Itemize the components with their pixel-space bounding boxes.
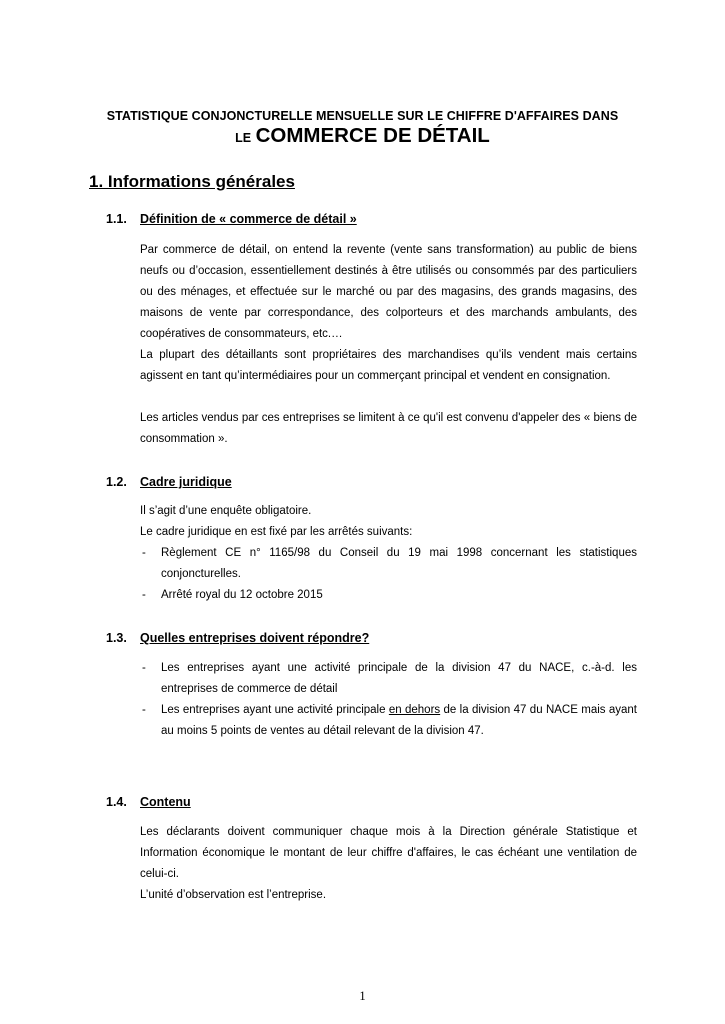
subsection-number: 1.4. <box>106 795 127 809</box>
dash-bullet: - <box>142 662 146 674</box>
subsection-1-2-heading <box>106 475 232 489</box>
page-number: 1 <box>359 989 366 1003</box>
list-item: - Règlement CE n° 1165/98 du Conseil du 19 mai 1998 concernant les statistiques conjoncturelles. <box>140 543 637 585</box>
subsection-1-4-body <box>140 822 637 906</box>
subsection-number: 1.3. <box>106 631 127 645</box>
subsection-number: 1.2. <box>106 475 127 489</box>
bullet-list <box>140 543 637 606</box>
paragraph: La plupart des détaillants sont propriétaires des marchandises qu’ils vendent mais certains agissent en tant qu’intermédiaires pour un commerçant principal et vendent en consignation. <box>140 349 637 382</box>
dash-bullet: - <box>142 589 146 601</box>
list-item: - Les entreprises ayant une activité principale en dehors de la division 47 du NACE mais ayant au moins 5 points de ventes au détail relevant de la division 47. <box>140 700 637 742</box>
list-item: - Les entreprises ayant une activité principale de la division 47 du NACE, c.-à-d. les entreprises de commerce de détail <box>140 658 637 700</box>
document-title-line1: STATISTIQUE CONJONCTURELLE MENSUELLE SUR LE CHIFFRE D'AFFAIRES DANS <box>106 109 619 123</box>
subsection-title: Contenu <box>140 795 191 809</box>
list-item: - Arrêté royal du 12 octobre 2015 <box>140 585 637 606</box>
subsection-1-1-heading <box>106 212 357 226</box>
underlined-text: en dehors <box>388 704 441 716</box>
paragraph: Les déclarants doivent communiquer chaque mois à la Direction générale Statistique et Information économique le montant de leur chiffre d'affaires, le cas échéant une ventilation de celui-ci. <box>140 826 637 880</box>
paragraph: Par commerce de détail, on entend la revente (vente sans transformation) au public de biens neufs ou d’occasion, essentiellement destinés à être utilisés ou consommés par des particuliers ou des ménages, et effectuée sur le marché ou par des magasins, des grands magasins, des maisons de vente par correspondance, des colporteurs et des marchands ambulants, des coopératives de consommateurs, etc.… <box>140 244 637 340</box>
dash-bullet: - <box>142 547 146 559</box>
subsection-title: Cadre juridique <box>140 475 232 489</box>
document-title-line2 <box>60 124 665 148</box>
subsection-1-2-body <box>140 501 637 606</box>
subsection-1-4-heading <box>106 795 191 809</box>
subsection-1-3-body <box>140 658 637 742</box>
subsection-1-1-body <box>140 240 637 450</box>
document-title-prefix: LE <box>235 131 252 145</box>
subsection-1-3-heading <box>106 631 369 645</box>
bullet-list <box>140 658 637 742</box>
paragraph: L’unité d’observation est l’entreprise. <box>140 889 327 901</box>
paragraph: Il s’agit d’une enquête obligatoire. <box>140 505 312 517</box>
paragraph: Les articles vendus par ces entreprises se limitent à ce qu'il est convenu d'appeler des « biens de consommation ». <box>140 412 637 445</box>
subsection-title: Quelles entreprises doivent répondre? <box>140 631 370 645</box>
paragraph: Le cadre juridique en est fixé par les arrêtés suivants: <box>140 526 413 538</box>
subsection-number: 1.1. <box>106 212 127 226</box>
section-heading: 1. Informations générales <box>89 172 295 191</box>
dash-bullet: - <box>142 704 146 716</box>
subsection-title: Définition de « commerce de détail » <box>140 212 357 226</box>
document-title-main: COMMERCE DE DÉTAIL <box>255 124 490 147</box>
